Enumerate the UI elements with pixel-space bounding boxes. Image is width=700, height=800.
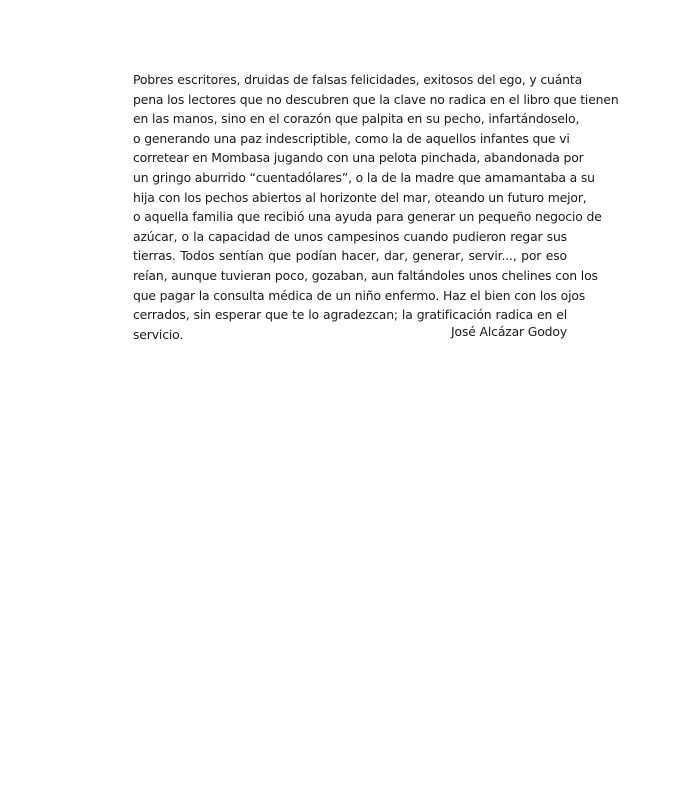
paragraph-line: reían, aunque tuvieran poco, gozaban, aun faltándoles unos chelines con los — [133, 267, 598, 283]
paragraph-line: azúcar, o la capacidad de unos campesinos cuando pudieron regar sus — [133, 228, 567, 244]
paragraph-line: tierras. Todos sentían que podían hacer, dar, generar, servir..., por eso — [133, 248, 567, 264]
paragraph-line: hija con los pechos abiertos al horizonte del mar, oteando un futuro mejor, — [133, 189, 587, 205]
body-paragraph — [133, 70, 619, 344]
paragraph-line: pena los lectores que no descubren que la clave no radica en el libro que tienen — [133, 91, 619, 107]
paragraph-line: Pobres escritores, druidas de falsas felicidades, exitosos del ego, y cuánta — [133, 72, 583, 87]
paragraph-line: en las manos, sino en el corazón que palpita en su pecho, infartándoselo, — [133, 111, 580, 127]
paragraph-line: que pagar la consulta médica de un niño enfermo. Haz el bien con los ojos — [133, 287, 586, 303]
author-signature: José Alcázar Godoy — [451, 324, 567, 339]
paragraph-line: o generando una paz indescriptible, como la de aquellos infantes que vi — [133, 130, 570, 146]
paragraph-line: un gringo aburrido “cuentadólares”, o la de la madre que amamantaba a su — [133, 169, 595, 185]
paragraph-line: servicio. — [133, 326, 184, 342]
paragraph-line: corretear en Mombasa jugando con una pelota pinchada, abandonada por — [133, 150, 584, 166]
paragraph-line: o aquella familia que recibió una ayuda para generar un pequeño negocio de — [133, 209, 602, 225]
paragraph-line: cerrados, sin esperar que te lo agradezcan; la gratificación radica en el — [133, 307, 567, 323]
